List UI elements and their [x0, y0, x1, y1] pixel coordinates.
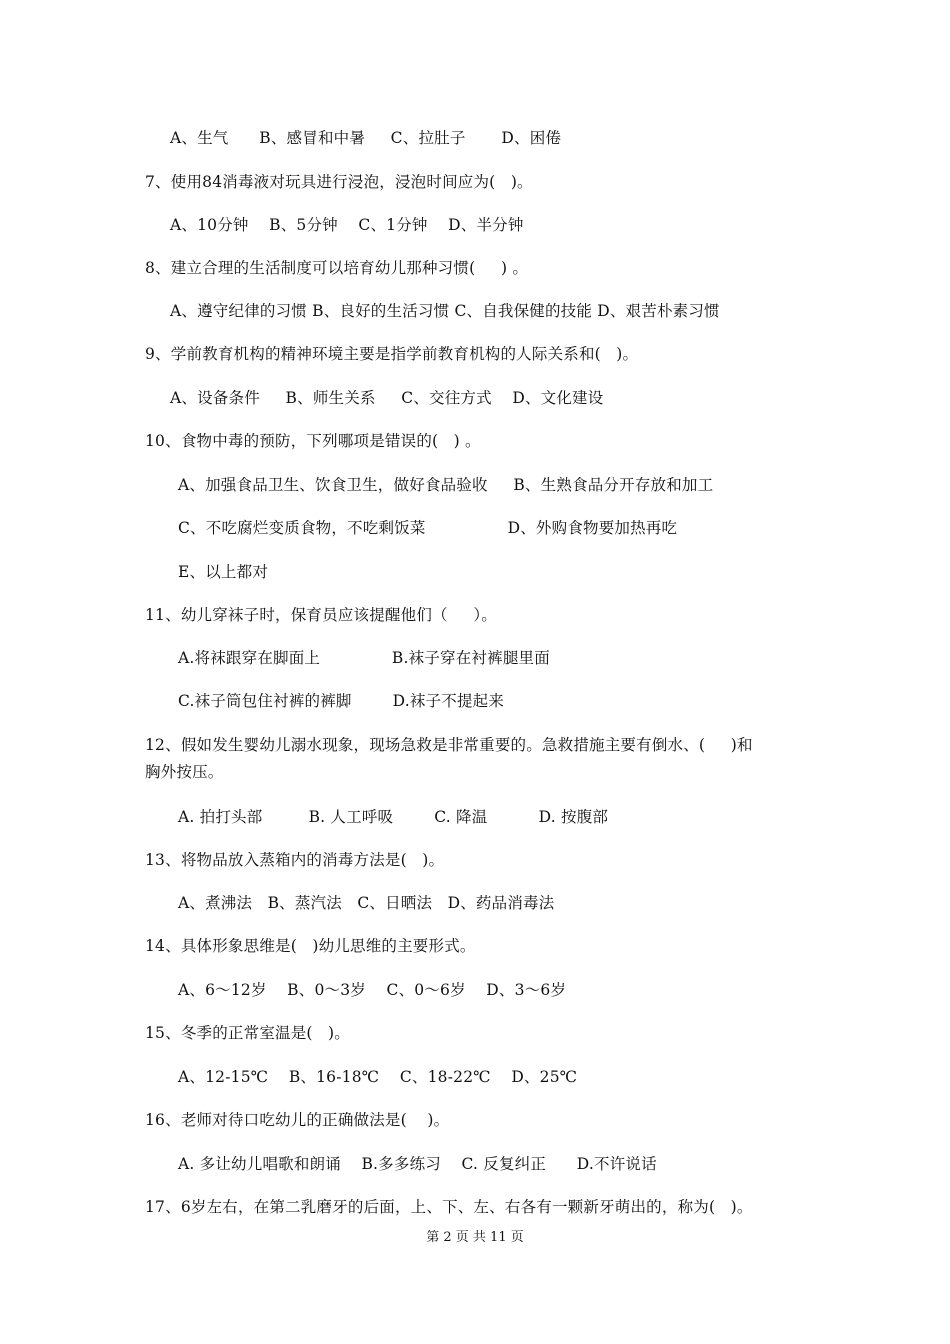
answer-options: A、遵守纪律的习惯 B、良好的生活习惯 C、自我保健的技能 D、艰苦朴素习惯	[170, 302, 720, 320]
answer-options: C.袜子筒包住衬裤的裤脚 D.袜子不提起来	[178, 692, 505, 710]
answer-options: C、不吃腐烂变质食物，不吃剩饭菜 D、外购食物要加热再吃	[178, 519, 678, 537]
answer-options: E、以上都对	[178, 563, 269, 581]
answer-options: A、12-15℃ B、16-18℃ C、18-22℃ D、25℃	[178, 1068, 578, 1086]
answer-options: A、生气 B、感冒和中暑 C、拉肚子 D、困倦	[170, 129, 562, 147]
answer-options: A、加强食品卫生、饮食卫生，做好食品验收 B、生熟食品分开存放和加工	[178, 476, 714, 494]
answer-options: A、10分钟 B、5分钟 C、1分钟 D、半分钟	[170, 216, 524, 234]
answer-options: A、6～12岁 B、0～3岁 C、0～6岁 D、3～6岁	[178, 981, 567, 999]
question-text: 8、建立合理的生活制度可以培育幼儿那种习惯( ) 。	[145, 259, 529, 277]
question-text: 16、老师对待口吃幼儿的正确做法是( )。	[145, 1111, 450, 1129]
answer-options: A. 拍打头部 B. 人工呼吸 C. 降温 D. 按腹部	[178, 808, 609, 826]
answer-options: A、设备条件 B、师生关系 C、交往方式 D、文化建设	[170, 389, 604, 407]
question-text: 胸外按压。	[145, 763, 224, 781]
answer-options: A.将袜跟穿在脚面上 B.袜子穿在衬裤腿里面	[178, 649, 550, 667]
question-text: 12、假如发生婴幼儿溺水现象，现场急救是非常重要的。急救措施主要有倒水、( )和	[145, 736, 753, 754]
page-footer: 第 2 页 共 11 页	[426, 1230, 524, 1245]
question-text: 14、具体形象思维是( )幼儿思维的主要形式。	[145, 937, 476, 955]
answer-options: A. 多让幼儿唱歌和朗诵 B.多多练习 C. 反复纠正 D.不许说话	[178, 1155, 657, 1173]
question-text: 7、使用84消毒液对玩具进行浸泡，浸泡时间应为( )。	[145, 173, 533, 191]
question-text: 11、幼儿穿袜子时，保育员应该提醒他们（ ）。	[145, 606, 498, 624]
question-text: 17、6岁左右，在第二乳磨牙的后面，上、下、左、右各有一颗新牙萌出的，称为( )。	[145, 1198, 753, 1216]
question-text: 15、冬季的正常室温是( )。	[145, 1024, 350, 1042]
question-text: 13、将物品放入蒸箱内的消毒方法是( )。	[145, 851, 445, 869]
question-text: 10、食物中毒的预防，下列哪项是错误的( ) 。	[145, 432, 481, 450]
answer-options: A、煮沸法 B、蒸汽法 C、日晒法 D、药品消毒法	[178, 894, 555, 912]
question-text: 9、学前教育机构的精神环境主要是指学前教育机构的人际关系和( )。	[145, 345, 639, 363]
